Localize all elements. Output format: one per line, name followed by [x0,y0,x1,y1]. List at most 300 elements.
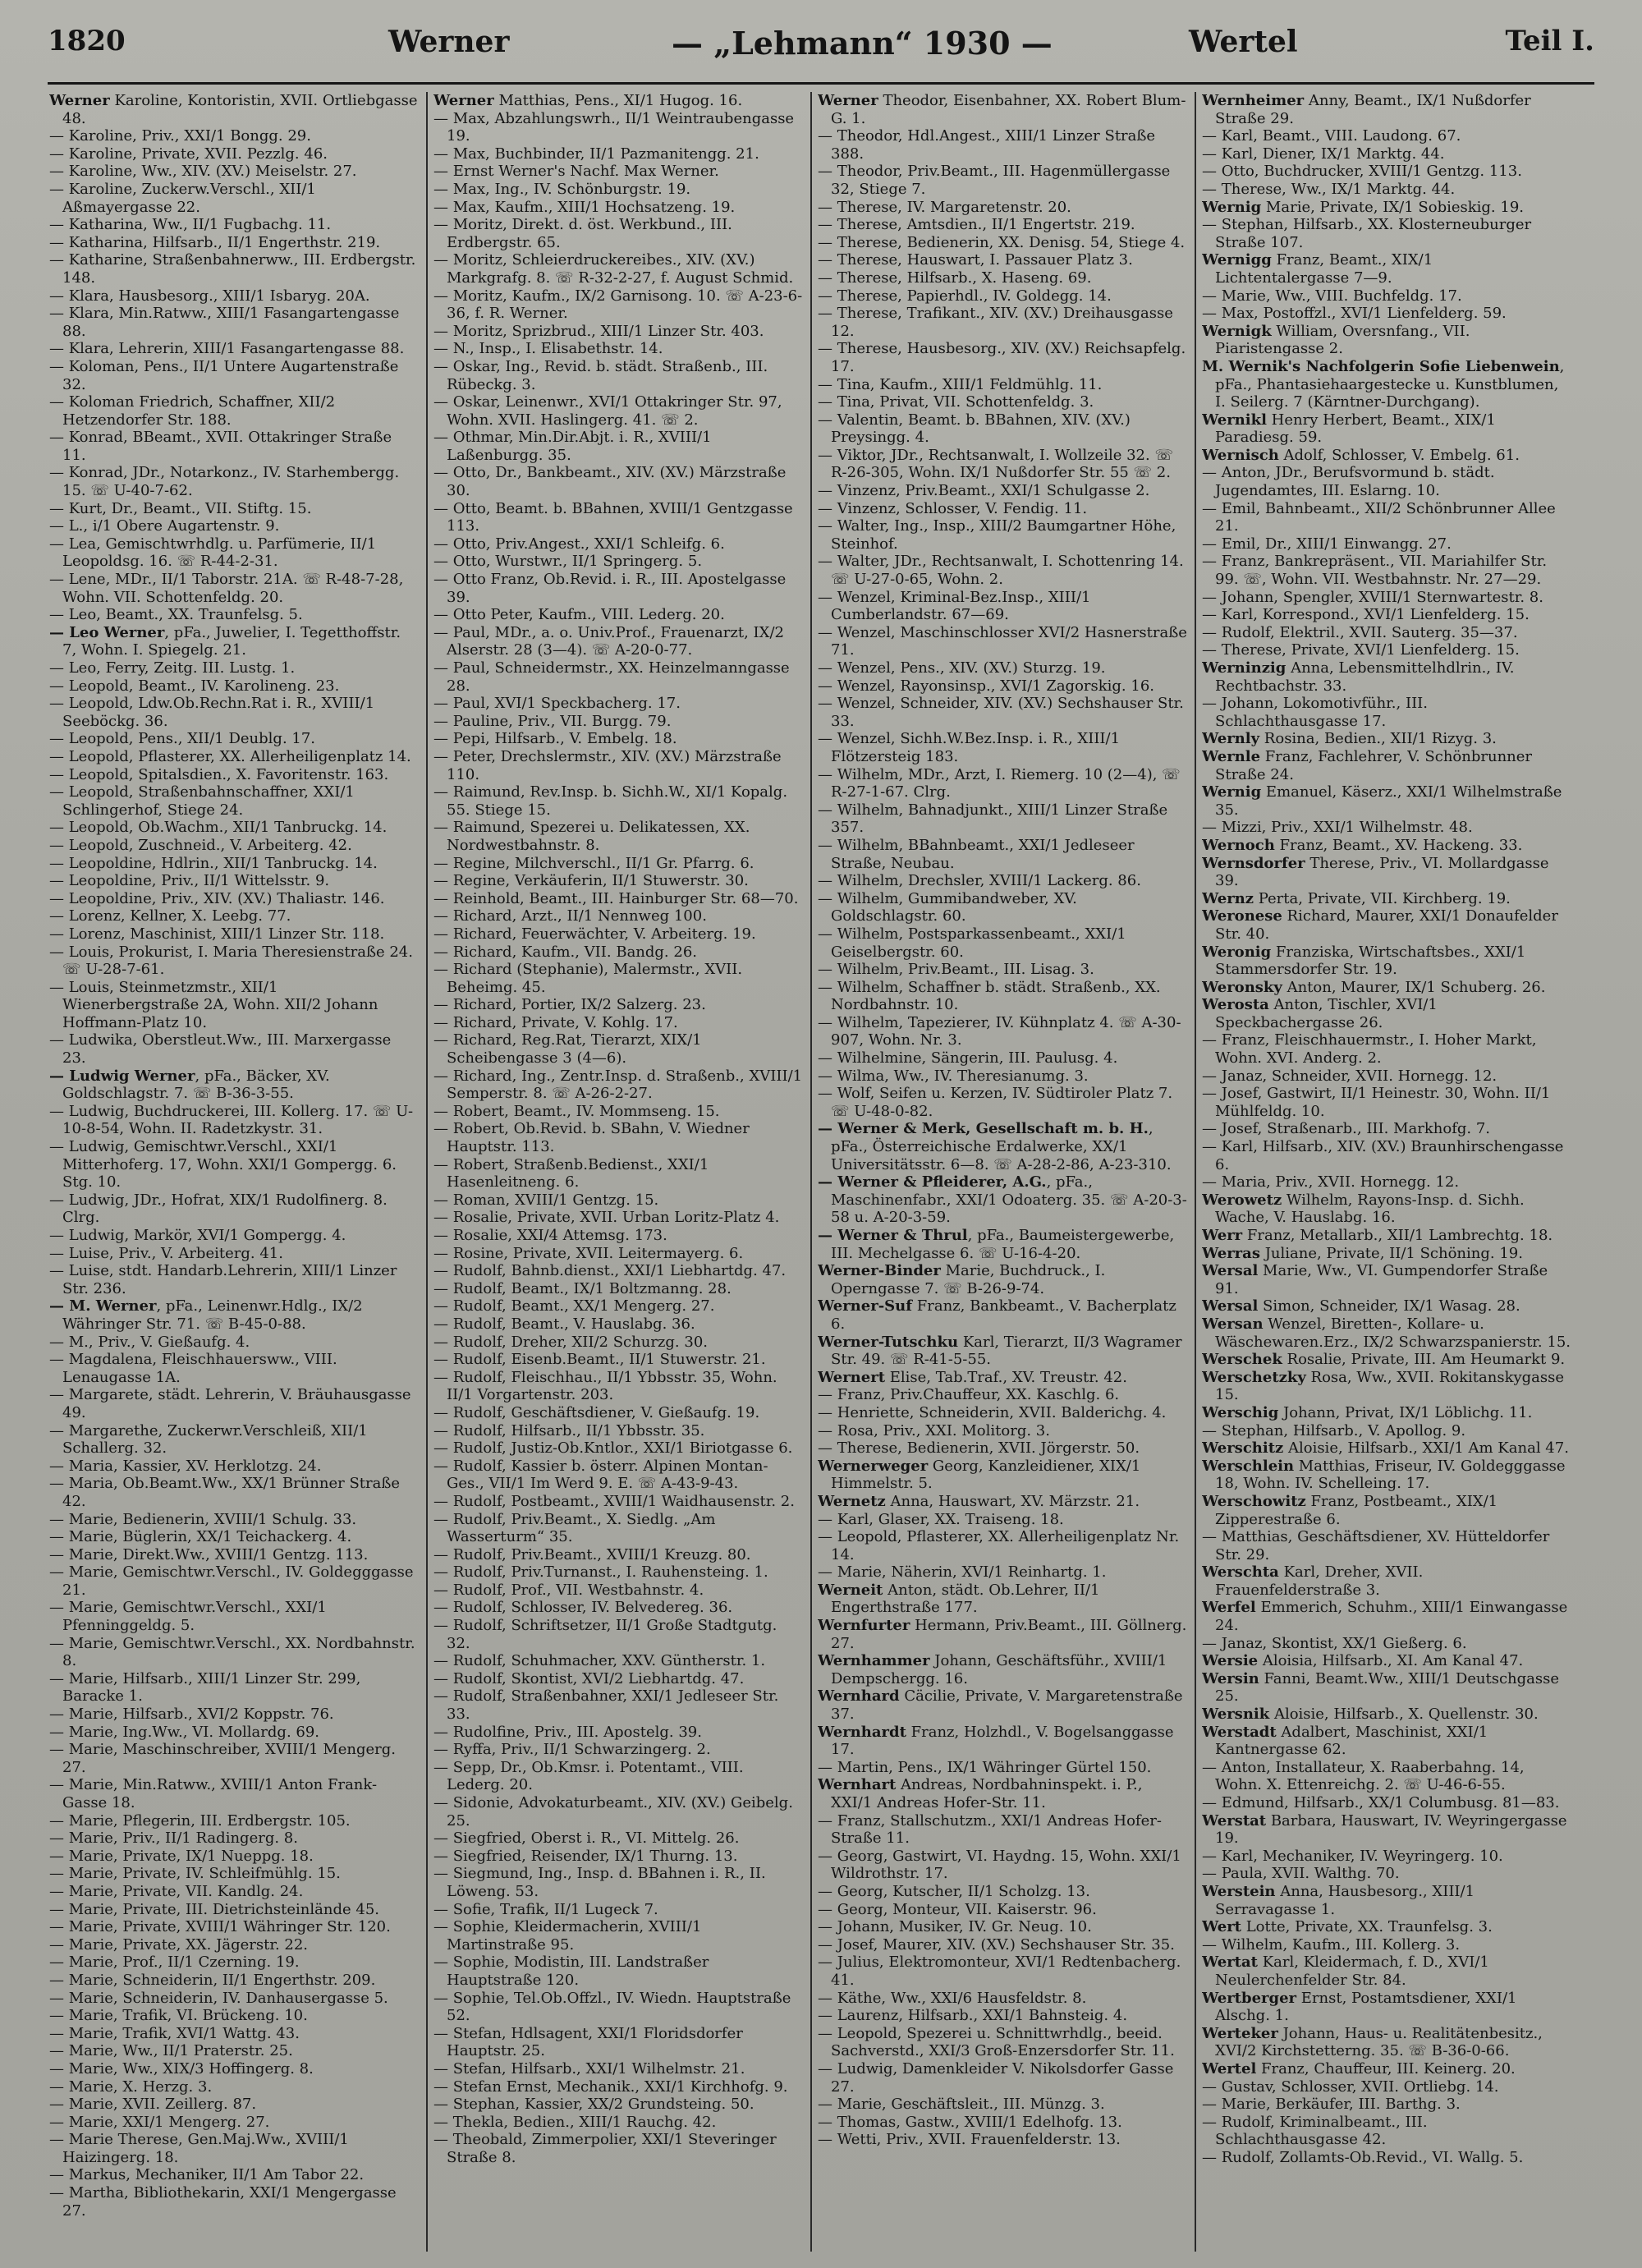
directory-entry [1202,1031,1571,1067]
entry-text: — Ludwig, Buchdruckerei, III. Kollerg. 17. ☏ U-10-8-54, Wohn. II. Radetzkystr. 31. [49,1102,414,1138]
entry-text: — Rudolf, Schriftsetzer, II/1 Große Stadtgutg. 32. [433,1617,777,1652]
directory-entry [49,1334,419,1352]
entry-text: — Marie, Schneiderin, IV. Danhausergasse 5. [49,1989,388,2007]
directory-entry [818,1369,1187,1387]
entry-text: Karl, Tierarzt, II/3 Wagramer Str. 49. ☏ R-41-5-55. [831,1333,1182,1369]
directory-entry [433,1511,803,1546]
entry-surname: Wernhart [818,1776,897,1794]
directory-entry [433,1262,803,1280]
directory-entry [433,1724,803,1742]
entry-text: — Johann, Lokomotivführ., III. Schlachthausgasse 17. [1202,695,1429,730]
directory-entry [818,1120,1187,1173]
entry-text: — Georg, Monteur, VII. Kaiserstr. 96. [818,1900,1097,1918]
entry-text: — Otto, Dr., Bankbeamt., XIV. (XV.) Märzstraße 30. [433,464,787,500]
directory-entry [1202,1954,1571,1989]
entry-text: — Rudolf, Elektril., XVII. Sauterg. 35—37. [1202,623,1518,641]
directory-entry [818,1067,1187,1086]
entry-text: — Peter, Drechslermstr., XIV. (XV.) Märzstraße 110. [433,747,782,783]
entry-text: — Marie, XXI/1 Mengerg. 27. [49,2113,270,2131]
directory-entry [49,1546,419,1564]
directory-entry [1202,127,1571,145]
entry-text: — Valentin, Beamt. b. BBahnen, XIV. (XV.) Preysingg. 4. [818,411,1131,447]
entry-text: — Wilhelm, Gummibandweber, XV. Goldschlagstr. 60. [818,889,1077,925]
entry-text: Elise, Tab.Traf., XV. Treustr. 42. [885,1368,1127,1386]
entry-text: — Theobald, Zimmerpolier, XXI/1 Steveringer Straße 8. [433,2131,777,2166]
entry-text: — Wolf, Seifen u. Kerzen, IV. Südtiroler Platz 7. ☏ U-48-0-82. [818,1085,1173,1120]
directory-entry [49,979,419,1032]
directory-entry [49,1458,419,1476]
entry-surname: Wersal [1202,1262,1259,1280]
directory-entry [818,730,1187,765]
entry-text: — Richard, Reg.Rat, Tierarzt, XIX/1 Scheibengasse 3 (4—6). [433,1031,702,1067]
entry-text: Rosina, Bedien., XII/1 Rizyg. 3. [1259,730,1497,748]
directory-entry [818,1262,1187,1297]
directory-entry [818,837,1187,872]
directory-entry [818,1582,1187,1617]
directory-entry [818,1227,1187,1262]
entry-text: — Otto Franz, Ob.Revid. i. R., III. Apostelgasse 39. [433,571,787,606]
part-label: Teil I. [1505,25,1594,57]
entry-text: — Max, Buchbinder, II/1 Pazmanitengg. 21. [433,145,759,163]
directory-entry [49,1227,419,1245]
entry-text: — Matthias, Geschäftsdiener, XV. Hütteldorfer Str. 29. [1202,1528,1550,1563]
entry-text: — Mizzi, Priv., XXI/1 Wilhelmstr. 48. [1202,819,1473,837]
entry-text: — Stephan, Hilfsarb., XX. Klosterneuburger Straße 107. [1202,216,1532,251]
entry-text: — Luise, Priv., V. Arbeiterg. 41. [49,1244,283,1262]
directory-entry [1202,1262,1571,1297]
entry-text: — Rudolf, Beamt., XX/1 Mengerg. 27. [433,1297,715,1315]
entry-text: — Emil, Bahnbeamt., XII/2 Schönbrunner Allee 21. [1202,499,1556,535]
entry-text: — Wilhelm, Schaffner b. städt. Straßenb., XX. Nordbahnstr. 10. [818,978,1161,1014]
entry-text: — Ludwig, JDr., Hofrat, XIX/1 Rudolfinerg. 8. Clrg. [49,1191,388,1227]
directory-entry [49,695,419,730]
entry-text: — Siegfried, Reisender, IX/1 Thurng. 13. [433,1847,738,1865]
directory-entry [433,1334,803,1352]
directory-entry [818,1173,1187,1227]
entry-text: Johann, Haus- u. Realitätenbesitz., XVI/2 Kirchstetterng. 35. ☏ B-36-0-66. [1215,2024,1543,2060]
directory-entry [818,92,1187,127]
entry-text: , pFa., Leinenwr.Hdlg., IX/2 Währinger Str. 71. ☏ B-45-0-88. [62,1297,363,1333]
directory-entry [49,837,419,855]
directory-entry [1202,1085,1571,1120]
entry-text: — Ludwig, Gemischtwr.Verschl., XXI/1 Mitterhoferg. 17, Wohn. XXI/1 Gompergg. 6. Stg. 10. [49,1138,397,1191]
entry-surname: Weronsky [1202,978,1282,996]
entry-text: — Karl, Diener, IX/1 Marktg. 44. [1202,145,1445,163]
directory-entry [818,1049,1187,1067]
column-4 [1202,92,1571,2252]
entry-text: Henry Herbert, Beamt., XIX/1 Paradiesg. 59. [1215,411,1496,447]
directory-entry [433,216,803,251]
entry-text: — Sepp, Dr., Ob.Kmsr. i. Potentamt., VIII. Lederg. 20. [433,1758,744,1794]
entry-text: — Karl, Glaser, XX. Traiseng. 18. [818,1510,1064,1528]
directory-entry [1202,624,1571,642]
directory-entry [1202,890,1571,908]
entry-surname: Wernisch [1202,446,1279,464]
entry-text: — Katharina, Ww., II/1 Fugbachg. 11. [49,216,332,234]
entry-text: — Richard, Portier, IX/2 Salzerg. 23. [433,996,706,1014]
entry-text: — Stefan, Hilfsarb., XXI/1 Wilhelmstr. 21. [433,2059,745,2077]
directory-entry [818,411,1187,447]
directory-entry [818,2025,1187,2060]
entry-text: — Oskar, Leinenwr., XVI/1 Ottakringer Str. 97, Wohn. XVII. Haslingerg. 41. ☏ 2. [433,393,782,429]
directory-entry [1202,181,1571,199]
entry-text: — Thekla, Bedien., XIII/1 Rauchg. 42. [433,2113,717,2131]
entry-surname: Werner [49,92,110,109]
directory-entry [1202,1670,1571,1706]
entry-text: — Stephan, Hilfsarb., V. Apollog. 9. [1202,1421,1466,1439]
directory-entry [49,766,419,784]
directory-entry [49,2007,419,2025]
directory-entry [49,730,419,748]
entry-text: Franz, Beamt., XV. Hackeng. 33. [1274,836,1523,854]
directory-entry [818,1918,1187,1936]
directory-entry [49,2131,419,2166]
directory-entry [1202,1191,1571,1227]
directory-entry [1202,1173,1571,1191]
entry-text: — Koloman Friedrich, Schaffner, XII/2 Hetzendorfer Str. 188. [49,393,336,429]
entry-text: — Regine, Verkäuferin, II/1 Stuwerstr. 30. [433,872,749,890]
directory-entry [49,2025,419,2043]
entry-text: — Rudolf, Justiz-Ob.Kntlor., XXI/1 Biriotgasse 6. [433,1439,793,1458]
directory-entry [818,269,1187,287]
column-divider [810,92,812,2252]
entry-text: — Marie, Trafik, XVI/1 Wattg. 43. [49,2024,300,2042]
directory-entry [49,1990,419,2008]
directory-entry [1202,1138,1571,1173]
entry-text: Franz, Chauffeur, III. Keinerg. 20. [1256,2059,1516,2077]
entry-text: Wilhelm, Rayons-Insp. d. Sichh. Wache, V. Hauslabg. 16. [1215,1191,1525,1227]
entry-text: — Rudolf, Fleischhau., II/1 Ybbsstr. 35, Wohn. II/1 Vorgartenstr. 203. [433,1368,777,1404]
directory-entry [1202,748,1571,783]
entry-text: — Wenzel, Pens., XIV. (XV.) Sturzg. 19. [818,659,1106,677]
directory-entry [1202,1652,1571,1670]
entry-text: Juliane, Private, II/1 Schöning. 19. [1259,1244,1523,1262]
directory-entry [1202,500,1571,535]
entry-text: — Karl, Beamt., VIII. Laudong. 67. [1202,127,1461,145]
entry-surname: Wersie [1202,1652,1259,1670]
directory-entry [818,1901,1187,1919]
entry-text: — Ludwig, Damenkleider V. Nikolsdorfer Gasse 27. [818,2059,1174,2096]
entry-text: Richard, Maurer, XXI/1 Donaufelder Str. 40. [1215,907,1558,943]
directory-entry [433,1014,803,1032]
entry-text: , pFa., Juwelier, I. Tegetthoffstr. 7, Wohn. I. Spiegelg. 21. [62,623,401,659]
entry-text: Perta, Private, VII. Kirchberg. 19. [1254,889,1511,907]
directory-entry [49,305,419,340]
entry-text: Aloisie, Hilfsarb., X. Quellenstr. 30. [1269,1706,1539,1724]
directory-entry [433,1741,803,1759]
entry-text: Marie, Buchdruck., I. Operngasse 7. ☏ B-26-9-74. [831,1262,1106,1297]
directory-entry [1202,411,1571,447]
entry-text: — Josef, Gastwirt, II/1 Heinestr. 30, Wohn. II/1 Mühlfeldg. 10. [1202,1085,1551,1120]
entry-text: Aloisia, Hilfsarb., XI. Am Kanal 47. [1258,1652,1524,1670]
directory-entry [1202,1458,1571,1493]
directory-entry [818,1759,1187,1777]
directory-entry [818,2007,1187,2025]
entry-text: — Anton, JDr., Berufsvormund b. städt. Jugendamtes, III. Eslarng. 10. [1202,464,1495,500]
directory-entry [818,1014,1187,1049]
directory-entry [433,1422,803,1440]
header-rule [48,82,1594,85]
directory-entry [433,1227,803,1245]
entry-text: — Leopold, Ob.Wachm., XII/1 Tanbruckg. 14. [49,819,388,837]
entry-surname: Werneit [818,1581,883,1599]
directory-entry [433,323,803,341]
directory-entry [1202,907,1571,943]
directory-entry [433,1404,803,1422]
directory-entry [433,730,803,748]
entry-text: — Georg, Gastwirt, VI. Haydng. 15, Wohn. XXI/1 Wildrothstr. 17. [818,1847,1181,1883]
directory-entry [818,1458,1187,1493]
entry-text: — Marie, Schneiderin, II/1 Engerthstr. 209. [49,1971,376,1989]
directory-entry [433,606,803,624]
directory-entry [49,251,419,287]
directory-entry [49,659,419,677]
entry-text: — Sofie, Trafik, II/1 Lugeck 7. [433,1900,658,1918]
directory-entry [49,1138,419,1191]
directory-entry [433,748,803,783]
directory-entry [49,181,419,216]
entry-text: Lotte, Private, XX. Traunfelsg. 3. [1241,1918,1493,1936]
entry-text: — Max, Abzahlungswrh., II/1 Weintraubengasse 19. [433,109,795,145]
entry-text: — Otto, Buchdrucker, XVIII/1 Gentzg. 113. [1202,163,1522,181]
directory-entry [433,1794,803,1830]
entry-surname: Wersin [1202,1669,1259,1687]
entry-text: — Vinzenz, Priv.Beamt., XXI/1 Schulgasse 2. [818,482,1150,500]
entry-text: — Franz, Fleischhauermstr., I. Hoher Markt, Wohn. XVI. Anderg. 2. [1202,1031,1537,1067]
directory-entry [49,1422,419,1458]
entry-text: — Rudolf, Beamt., V. Hauslabg. 36. [433,1315,695,1333]
entry-text: — Leopold, Ldw.Ob.Rechn.Rat i. R., XVIII/1 Seeböckg. 36. [49,695,375,730]
entry-text: — Josef, Straßenarb., III. Markhofg. 7. [1202,1120,1490,1138]
entry-text: — Viktor, JDr., Rechtsanwalt, I. Wollzeile 32. ☏ R-26-305, Wohn. IX/1 Nußdorfer Str. 55 ☏ 2. [818,446,1173,482]
directory-entry [1202,163,1571,181]
entry-text: — Konrad, JDr., Notarkonz., IV. Starhembergg. 15. ☏ U-40-7-62. [49,464,400,500]
directory-entry [433,1563,803,1582]
directory-entry [49,1883,419,1901]
entry-text: — Marie, Pflegerin, III. Erdbergstr. 105. [49,1811,351,1830]
entry-text: Theodor, Eisenbahner, XX. Robert Blum-G. 1. [831,92,1186,127]
directory-entry [1202,1812,1571,1848]
directory-entry [49,464,419,499]
directory-entry [1202,2114,1571,2149]
directory-entry [433,2078,803,2096]
directory-entry [433,1351,803,1369]
directory-entry [818,287,1187,305]
entry-text: William, Oversnfang., VII. Piaristengasse 2. [1215,322,1470,358]
directory-entry [818,801,1187,837]
entry-text: — Richard, Kaufm., VII. Bandg. 26. [433,943,698,961]
entry-text: — Franz, Stallschutzm., XXI/1 Andreas Hofer-Straße 11. [818,1811,1162,1848]
entry-text: Cäcilie, Private, V. Margaretenstraße 37. [831,1687,1183,1724]
entry-text: Anton, städt. Ob.Lehrer, II/1 Engerthstraße 177. [831,1581,1100,1617]
directory-entry [1202,943,1571,979]
directory-entry [433,695,803,713]
directory-entry [1202,2078,1571,2096]
entry-text: — Rosine, Private, XVII. Leitermayerg. 6. [433,1244,744,1262]
directory-entry [818,199,1187,217]
entry-text: — Raimund, Rev.Insp. b. Sichh.W., XI/1 Kopalg. 55. Stiege 15. [433,783,788,819]
entry-surname: Wernigg [1202,251,1272,269]
entry-text: — Regine, Milchverschl., II/1 Gr. Pfarrg. 6. [433,854,754,872]
directory-entry [433,1156,803,1191]
entry-text: — Marie, Trafik, VI. Brückeng. 10. [49,2007,308,2025]
directory-entry [818,1334,1187,1369]
directory-entry [49,925,419,943]
entry-text: — Martha, Bibliothekarin, XXI/1 Mengergasse 27. [49,2184,397,2220]
directory-entry [818,2131,1187,2149]
directory-entry [433,553,803,571]
directory-entry [818,2060,1187,2096]
entry-text: — Leopold, Spitalsdien., X. Favoritenstr. 163. [49,765,389,783]
entry-surname: Wernhammer [818,1652,930,1670]
directory-entry [49,1865,419,1883]
entry-text: Matthias, Pens., XI/1 Hugog. 16. [493,92,743,109]
entry-text: — Paul, MDr., a. o. Univ.Prof., Frauenarzt, IX/2 Alserstr. 28 (3—4). ☏ A-20-0-77. [433,623,784,659]
directory-entry [433,783,803,819]
entry-text: Emanuel, Käserz., XXI/1 Wilhelmstraße 35. [1215,783,1562,819]
entry-surname: Werstat [1202,1811,1267,1830]
directory-entry [49,1262,419,1297]
entry-surname: — Werner & Merk, Gesellschaft m. b. H. [818,1120,1149,1138]
directory-entry [1202,2096,1571,2114]
entry-text: — Marie, Bedienerin, XVIII/1 Schulg. 33. [49,1510,357,1528]
column-2 [433,92,803,2252]
directory-entry [433,1830,803,1848]
entry-surname: Werstein [1202,1882,1276,1900]
directory-entry [49,1297,419,1333]
directory-entry [433,1918,803,1954]
entry-text: — Richard, Arzt., II/1 Nennweg 100. [433,907,707,925]
entry-text: — Raimund, Spezerei u. Delikatessen, XX. Nordwestbahnstr. 8. [433,819,750,854]
entry-text: — Marie, Gemischtwr.Verschl., XXI/1 Pfenninggeldg. 5. [49,1599,327,1635]
directory-entry [1202,979,1571,997]
directory-entry [818,659,1187,677]
entry-text: Ernst, Postamtsdiener, XXI/1 Alschg. 1. [1215,1989,1517,2025]
directory-entry [818,1883,1187,1901]
directory-entry [1202,659,1571,695]
directory-entry [433,907,803,925]
directory-entry [49,1954,419,1972]
directory-entry [433,713,803,731]
entry-text: Anna, Lebensmittelhdlrin., IV. Rechtbachstr. 33. [1215,659,1515,695]
directory-entry [433,110,803,145]
entry-text: — Maria, Kassier, XV. Herklotzg. 24. [49,1457,322,1475]
entry-text: Rosa, Ww., XVII. Rokitanskygasse 15. [1215,1368,1565,1404]
directory-entry [433,251,803,287]
entry-text: — Walter, Ing., Insp., XIII/2 Baumgartner Höhe, Steinhof. [818,517,1176,553]
entry-surname: Werteker [1202,2024,1278,2042]
directory-entry [433,1245,803,1263]
entry-text: Therese, Priv., VI. Mollardgasse 39. [1215,854,1549,890]
directory-entry [433,1439,803,1458]
directory-entry [49,2184,419,2220]
entry-text: Anny, Beamt., IX/1 Nußdorfer Straße 29. [1215,92,1531,127]
directory-entry [1202,1245,1571,1263]
entry-text: — L., i/1 Obere Augartenstr. 9. [49,517,280,535]
entry-text: — Walter, JDr., Rechtsanwalt, I. Schottenring 14. ☏ U-27-0-65, Wohn. 2. [818,553,1184,589]
directory-entry [1202,1067,1571,1086]
entry-surname: Wernoch [1202,836,1275,854]
directory-entry [818,1724,1187,1759]
entry-surname: Wernhardt [818,1723,906,1741]
directory-entry [49,1812,419,1830]
entry-text: — Therese, Ww., IX/1 Marktg. 44. [1202,180,1456,198]
directory-entry [1202,251,1571,287]
entry-text: — Lea, Gemischtwrhdlg. u. Parfümerie, II/1 Leopoldsg. 16. ☏ R-44-2-31. [49,535,377,571]
entry-text: — Thomas, Gastw., XVIII/1 Edelhofg. 13. [818,2113,1122,2131]
entry-text: — Martin, Pens., IX/1 Währinger Gürtel 150. [818,1758,1152,1776]
directory-entry [49,287,419,305]
entry-surname: — Werner & Pfleiderer, A.G. [818,1173,1047,1191]
directory-entry [1202,216,1571,251]
directory-entry [49,500,419,518]
directory-entry [49,1635,419,1670]
entry-text: — Paula, XVII. Walthg. 70. [1202,1865,1400,1883]
entry-text: — Pepi, Hilfsarb., V. Embelg. 18. [433,730,677,748]
entry-text: — Robert, Straßenb.Bedienst., XXI/1 Hasenleitneng. 6. [433,1155,709,1191]
entry-text: — Klara, Min.Ratww., XIII/1 Fasangartengasse 88. [49,305,400,340]
entry-text: — Pauline, Priv., VII. Burgg. 79. [433,712,672,730]
directory-entry [433,287,803,323]
entry-text: — Moritz, Schleierdruckereibes., XIV. (XV.) Markgrafg. 8. ☏ R-32-2-27, f. August Schmid. [433,251,794,287]
entry-text: — Paul, Schneidermstr., XX. Heinzelmanngasse 28. [433,659,790,695]
directory-entry [49,145,419,163]
entry-surname: — Leo Werner [49,623,165,641]
entry-text: Matthias, Friseur, IV. Goldegggasse 18, Wohn. IV. Schelleing. 17. [1215,1457,1566,1493]
entry-text: — Marie, Gemischtwr.Verschl., IV. Goldegggasse 21. [49,1563,414,1599]
directory-entry [818,1812,1187,1848]
entry-surname: Wernig [1202,198,1262,216]
directory-entry [1202,1422,1571,1440]
entry-text: Aloisie, Hilfsarb., XXI/1 Am Kanal 47. [1283,1439,1569,1458]
entry-text: — Theodor, Hdl.Angest., XIII/1 Linzer Straße 388. [818,127,1156,163]
entry-text: — Robert, Ob.Revid. b. SBahn, V. Wiedner Hauptstr. 113. [433,1120,750,1156]
entry-text: — Marie, Hilfsarb., XIII/1 Linzer Str. 299, Baracke 1. [49,1669,361,1706]
entry-text: — Marie, Ing.Ww., VI. Mollardg. 69. [49,1723,320,1741]
directory-entry [433,996,803,1014]
directory-entry [49,677,419,696]
directory-entry [49,2114,419,2132]
directory-entry [433,1458,803,1493]
entry-text: — Karl, Hilfsarb., XIV. (XV.) Braunhirschengasse 6. [1202,1138,1564,1173]
directory-entry [433,1617,803,1652]
entry-surname: Wernikl [1202,411,1267,429]
entry-text: Marie, Private, IX/1 Sobieskig. 19. [1261,198,1525,216]
directory-entry [1202,1369,1571,1404]
entry-text: Johann, Privat, IX/1 Löblichg. 11. [1278,1403,1533,1421]
directory-entry [49,1191,419,1227]
directory-entry [1202,1918,1571,1936]
entry-text: — Wenzel, Schneider, XIV. (XV.) Sechshauser Str. 33. [818,695,1184,730]
entry-surname: Werner [818,92,878,109]
entry-text: — Sophie, Modistin, III. Landstraßer Hauptstraße 120. [433,1954,709,1989]
entry-text: — Rudolf, Postbeamt., XVIII/1 Waidhausenstr. 2. [433,1492,795,1510]
entry-text: — Louis, Steinmetzmstr., XII/1 Wienerbergstraße 2A, Wohn. XII/2 Johann Hoffmann-Platz 10. [49,978,378,1031]
directory-entry [818,1085,1187,1120]
directory-entry [1202,695,1571,730]
directory-entry [1202,589,1571,607]
entry-text: — Wenzel, Rayonsinsp., XVI/1 Zagorskig. 16. [818,677,1155,695]
entry-text: — Therese, Bedienerin, XVII. Jörgerstr. 50. [818,1439,1140,1458]
entry-text: — Karl, Mechaniker, IV. Weyringerg. 10. [1202,1847,1503,1865]
directory-entry [49,1031,419,1067]
directory-entry [49,1563,419,1599]
directory-entry [1202,199,1571,217]
directory-entry [1202,1297,1571,1315]
entry-text: — Marie, Gemischtwr.Verschl., XX. Nordbahnstr. 8. [49,1634,415,1670]
directory-entry [1202,730,1571,748]
entry-surname: Wernerweger [818,1457,929,1475]
